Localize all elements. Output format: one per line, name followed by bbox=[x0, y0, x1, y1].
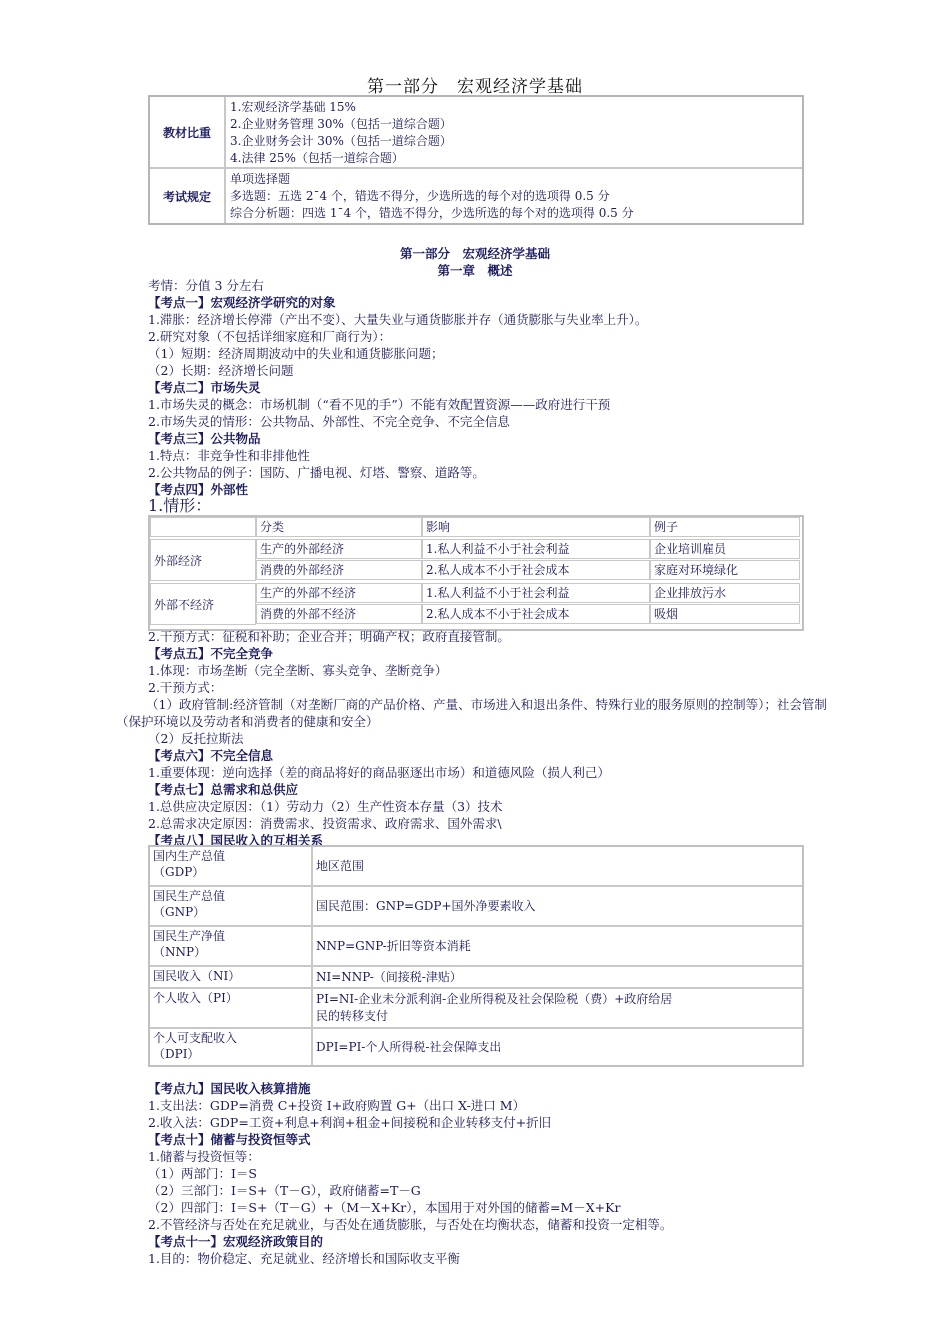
ni-row bbox=[150, 927, 802, 967]
content-block-d bbox=[148, 1080, 848, 1267]
ni-name-text: 国民收入（NI） bbox=[153, 969, 241, 983]
text-line: 考情：分值 3 分左右 bbox=[148, 278, 264, 293]
national-income-table bbox=[148, 845, 804, 1067]
ni-name-cell bbox=[150, 887, 313, 925]
topic-heading: 【考点一】宏观经济学研究的对象 bbox=[148, 295, 336, 310]
text-line: （1）两部门：I＝S bbox=[148, 1166, 257, 1181]
text-line: （2）四部门：I＝S+（T－G）+（M－X+Kr），本国用于对外国的储蓄=M－X+Kr bbox=[148, 1200, 621, 1215]
situation-block bbox=[148, 496, 848, 516]
ni-row bbox=[150, 847, 802, 887]
ni-name-cell bbox=[150, 967, 313, 987]
ratio-items bbox=[226, 97, 802, 167]
content-block-a bbox=[148, 277, 848, 498]
ni-desc-cell bbox=[313, 847, 802, 885]
externality-table bbox=[148, 515, 804, 631]
group-cell: 外部经济 bbox=[150, 539, 256, 581]
ni-desc-cell bbox=[313, 989, 802, 1027]
text-line: 1.总供应决定原因：（1）劳动力（2）生产性资本存量（3）技术 bbox=[148, 799, 503, 814]
rules-items bbox=[226, 169, 802, 223]
overview-row-ratio bbox=[150, 97, 802, 169]
ni-name-text: （DPI） bbox=[153, 1047, 200, 1061]
impact-cell: 2.私人成本不小于社会成本 bbox=[422, 560, 650, 580]
text-line: 2.总需求决定原因：消费需求、投资需求、政府需求、国外需求\ bbox=[148, 816, 502, 831]
ni-row bbox=[150, 1029, 802, 1065]
text-line: （1）短期：经济周期波动中的失业和通货膨胀问题； bbox=[148, 346, 444, 361]
topic-heading: 【考点七】总需求和总供应 bbox=[148, 782, 299, 797]
example-cell: 家庭对环境绿化 bbox=[650, 560, 800, 580]
chapter-heading: 第一章 概述 bbox=[437, 263, 513, 278]
text-line: 2.不管经济与否处在充足就业，与否处在通货膨胀，与否处在均衡状态，储蓄和投资一定相等。 bbox=[148, 1217, 673, 1232]
ratio-item: 3.企业财务会计 30%（包括一道综合题） bbox=[230, 134, 452, 148]
ni-desc-cell bbox=[313, 967, 802, 987]
ni-row bbox=[150, 967, 802, 989]
topic-heading: 【考点八】国民收入的互相关系 bbox=[148, 833, 324, 848]
ni-name-text: 国民生产净值 bbox=[153, 929, 226, 943]
topic-heading: 【考点二】市场失灵 bbox=[148, 380, 261, 395]
topic-heading: 【考点五】不完全竞争 bbox=[148, 646, 274, 661]
rules-label: 考试规定 bbox=[150, 169, 226, 223]
group-cell: 外部不经济 bbox=[150, 583, 256, 625]
header-cell: 影响 bbox=[422, 517, 650, 537]
ratio-item: 2.企业财务管理 30%（包括一道综合题） bbox=[230, 117, 452, 131]
situation-label: 1.情形： bbox=[148, 496, 212, 515]
example-cell: 吸烟 bbox=[650, 604, 800, 624]
text-line: 1.支出法：GDP=消费 C+投资 I+政府购置 G+（出口 X-进口 M） bbox=[148, 1098, 526, 1113]
text-line: 2.干预方式： bbox=[148, 680, 223, 695]
header-cell: 分类 bbox=[256, 517, 422, 537]
text-line: 2.研究对象（不包括详细家庭和厂商行为）： bbox=[148, 329, 392, 344]
impact-cell: 1.私人利益不小于社会利益 bbox=[422, 583, 650, 603]
category-cell: 消费的外部经济 bbox=[256, 560, 422, 580]
section-heading: 第一部分 宏观经济学基础 bbox=[399, 246, 550, 261]
category-cell: 生产的外部经济 bbox=[256, 539, 422, 559]
content-block-c bbox=[148, 730, 848, 849]
header-cell: 例子 bbox=[650, 517, 800, 537]
overview-row-rules bbox=[150, 169, 802, 223]
ni-row bbox=[150, 989, 802, 1029]
content-block-b bbox=[148, 628, 848, 696]
topic-heading: 【考点六】不完全信息 bbox=[148, 748, 274, 763]
ni-name-text: 国内生产总值 bbox=[153, 849, 226, 863]
text-line: 1.市场失灵的概念：市场机制（“看不见的手”）不能有效配置资源——政府进行干预 bbox=[148, 397, 611, 412]
ratio-item: 1.宏观经济学基础 15% bbox=[230, 100, 356, 114]
ni-name-text: 国民生产总值 bbox=[153, 889, 226, 903]
impact-cell: 2.私人成本不小于社会成本 bbox=[422, 604, 650, 624]
impact-cell: 1.私人利益不小于社会利益 bbox=[422, 539, 650, 559]
ni-desc-text: 国民范围：GNP=GDP+国外净要素收入 bbox=[316, 898, 536, 913]
topic-heading: 【考点三】公共物品 bbox=[148, 431, 261, 446]
text-line: 1.储蓄与投资恒等： bbox=[148, 1149, 260, 1164]
text-line: 1.特点：非竞争性和非排他性 bbox=[148, 448, 310, 463]
ni-name-cell bbox=[150, 1029, 313, 1065]
ni-name-text: 个人收入（PI） bbox=[153, 991, 238, 1005]
ni-desc-cell bbox=[313, 887, 802, 925]
ni-name-text: （GNP） bbox=[153, 905, 206, 919]
text-line: （2）反托拉斯法 bbox=[148, 731, 244, 746]
topic-heading: 【考点四】外部性 bbox=[148, 482, 249, 497]
category-cell: 生产的外部不经济 bbox=[256, 583, 422, 603]
ratio-label: 教材比重 bbox=[150, 97, 226, 167]
text-line: 2.收入法：GDP=工资+利息+利润+租金+间接税和企业转移支付+折旧 bbox=[148, 1115, 552, 1130]
topic-heading: 【考点十】储蓄与投资恒等式 bbox=[148, 1132, 311, 1147]
ni-desc-text: 地区范围 bbox=[316, 858, 365, 873]
topic-heading: 【考点九】国民收入核算措施 bbox=[148, 1081, 311, 1096]
text-line: 2.公共物品的例子：国防、广播电视、灯塔、警察、道路等。 bbox=[148, 465, 485, 480]
ni-desc-text: NNP=GNP-折旧等资本消耗 bbox=[316, 938, 471, 953]
rule-item: 综合分析题：四选 1¯4 个，错选不得分，少选所选的每个对的选项得 0.5 分 bbox=[230, 206, 634, 220]
ni-name-text: （NNP） bbox=[153, 945, 207, 959]
ni-name-cell bbox=[150, 847, 313, 885]
text-line: 1.目的：物价稳定、充足就业、经济增长和国际收支平衡 bbox=[148, 1251, 460, 1266]
ni-desc-cell bbox=[313, 927, 802, 965]
page-title: 第一部分 宏观经济学基础 bbox=[367, 77, 583, 97]
text-line: 1.滞胀：经济增长停滞（产出不变）、大量失业与通货膨胀并存（通货膨胀与失业率上升）。 bbox=[148, 312, 648, 327]
ni-name-cell bbox=[150, 989, 313, 1027]
ni-desc-text: NI=NNP-（间接税-津贴） bbox=[316, 969, 462, 984]
text-line: 1.重要体现：逆向选择（差的商品将好的商品驱逐出市场）和道德风险（损人利己） bbox=[148, 765, 610, 780]
ni-name-text: 个人可支配收入 bbox=[153, 1031, 238, 1045]
ni-desc-text: DPI=PI-个人所得税-社会保障支出 bbox=[316, 1039, 502, 1054]
ni-name-text: （GDP） bbox=[153, 865, 205, 879]
text-line: （2）长期：经济增长问题 bbox=[148, 363, 294, 378]
ni-row bbox=[150, 887, 802, 927]
text-line: 1.体现：市场垄断（完全垄断、寡头竞争、垄断竞争） bbox=[148, 663, 448, 678]
rule-item: 单项选择题 bbox=[230, 172, 291, 186]
ni-name-cell bbox=[150, 927, 313, 965]
overview-table bbox=[148, 95, 804, 225]
text-line: 2.干预方式：征税和补助；企业合并；明确产权；政府直接管制。 bbox=[148, 629, 510, 644]
ni-desc-cell bbox=[313, 1029, 802, 1065]
gov-control-paragraph: （1）政府管制:经济管制（对垄断厂商的产品价格、产量、市场进入和退出条件、特殊行业的服务原则的控制等）；社会管制（保护环境以及劳动者和消费者的健康和安全） bbox=[116, 697, 827, 729]
topic-heading: 【考点十一】宏观经济政策目的 bbox=[148, 1234, 324, 1249]
header-cell-empty bbox=[150, 517, 256, 537]
category-cell: 消费的外部不经济 bbox=[256, 604, 422, 624]
ni-desc-text: PI=NI-企业未分派利润-企业所得税及社会保险税（费）+政府给居 bbox=[316, 992, 673, 1006]
rule-item: 多选题：五选 2¯4 个，错选不得分，少选所选的每个对的选项得 0.5 分 bbox=[230, 189, 610, 203]
text-line: 2.市场失灵的情形：公共物品、外部性、不完全竞争、不完全信息 bbox=[148, 414, 510, 429]
example-cell: 企业排放污水 bbox=[650, 583, 800, 603]
ni-desc-text: 民的转移支付 bbox=[316, 1009, 389, 1023]
example-cell: 企业培训雇员 bbox=[650, 539, 800, 559]
text-line: （2）三部门：I＝S+（T－G），政府储蓄=T－G bbox=[148, 1183, 421, 1198]
ratio-item: 4.法律 25%（包括一道综合题） bbox=[230, 151, 404, 165]
